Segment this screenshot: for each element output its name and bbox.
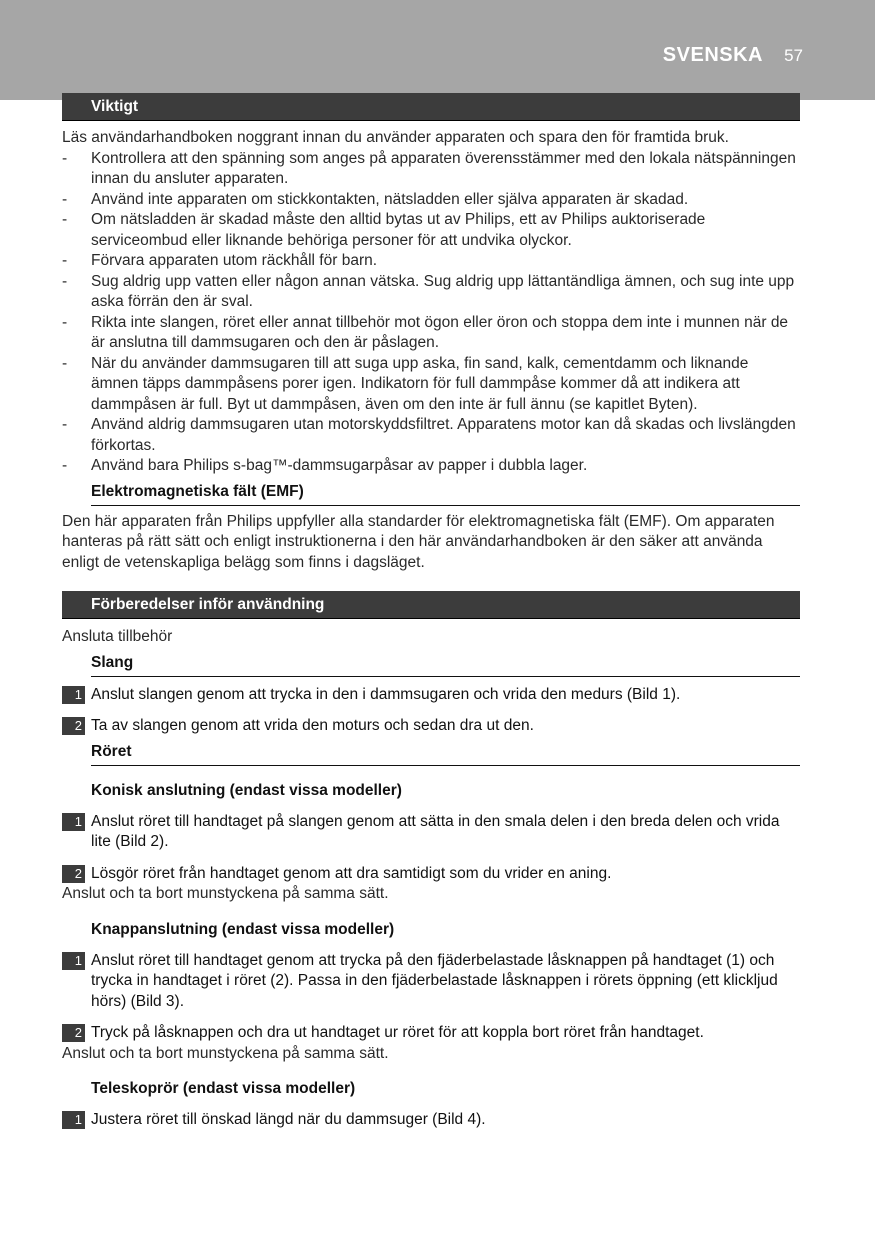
step-number: 2 — [62, 1024, 85, 1042]
list-item: - Använd bara Philips s-bag™-dammsugarpåsar av papper i dubbla lager. — [62, 457, 588, 474]
step-item: 2 Lösgör röret från handtaget genom att dra samtidigt som du vrider en aning. — [62, 864, 800, 885]
list-item: - När du använder dammsugaren till att suga upp aska, fin sand, kalk, cementdamm och liknande ämnen täpps dammpåsens porer igen. Indikatorn för full dammpåse kommer då att indikera att dammpåsen är full. Byt ut dammpåsen, även om den inte är full ännu (se kapitlet Byten). — [62, 354, 749, 413]
slang-heading: Slang — [91, 654, 800, 677]
list-item: - Använd inte apparaten om stickkontakten, nätsladden eller själva apparaten är skadad. — [62, 190, 689, 208]
step-item: 1 Anslut röret till handtaget genom att trycka på den fjäderbelastade låsknappen på handtaget (1) och trycka in handtaget i röret (2). Passa in den fjäderbelastade låsknappen i rörets öppning (ett klickljud hörs) (Bild 3). — [62, 951, 800, 1013]
list-item: - Rikta inte slangen, röret eller annat tillbehör mot ögon eller öron och stoppa dem inte i munnen när de är anslutna till dammsugaren och den är påslagen. — [62, 313, 789, 351]
step-item: 2 Ta av slangen genom att vrida den moturs och sedan dra ut den. — [62, 716, 800, 737]
section-header-viktigt: Viktigt — [62, 93, 800, 121]
knapp-heading: Knappanslutning (endast vissa modeller) — [91, 920, 395, 938]
step-number: 1 — [62, 1111, 85, 1129]
emf-heading: Elektromagnetiska fält (EMF) — [91, 483, 800, 506]
roret-heading: Röret — [91, 743, 800, 766]
list-item: - Om nätsladden är skadad måste den alltid bytas ut av Philips, ett av Philips auktoriserade serviceombud eller liknande behöriga personer för att undvika olyckor. — [62, 211, 706, 249]
step-number: 2 — [62, 717, 85, 735]
language-label: SVENSKA — [662, 44, 763, 66]
step-number: 2 — [62, 865, 85, 883]
step-number: 1 — [62, 686, 85, 704]
knapp-note: Anslut och ta bort munstyckena på samma sätt. — [62, 1044, 389, 1062]
list-item: - Kontrollera att den spänning som anges på apparaten överensstämmer med den lokala nätspänningen innan du ansluter apparaten. — [62, 149, 796, 187]
emf-text: Den här apparaten från Philips uppfyller alla standarder för elektromagnetiska fält (EMF). Om apparaten hanteras på rätt sätt och enligt instruktionerna i den här användarhandboken är den säker att använda enligt de vetenskapliga belägg som finns i dagsläget. — [62, 512, 775, 571]
list-item: - Förvara apparaten utom räckhåll för barn. — [62, 252, 378, 269]
section-header-prep: Förberedelser inför användning — [62, 591, 800, 619]
list-item: - Använd aldrig dammsugaren utan motorskyddsfiltret. Apparatens motor kan då skadas och livslängden förkortas. — [62, 416, 796, 454]
step-number: 1 — [62, 952, 85, 970]
step-item: 1 Justera röret till önskad längd när du dammsuger (Bild 4). — [62, 1110, 800, 1131]
viktigt-intro: Läs användarhandboken noggrant innan du använder apparaten och spara den för framtida bruk. — [62, 129, 729, 146]
header-band — [0, 0, 875, 100]
page-content — [62, 93, 800, 1131]
list-item: - Sug aldrig upp vatten eller någon annan vätska. Sug aldrig upp lättantändliga ämnen, och sug inte upp aska förrän den är sval. — [62, 272, 795, 310]
tele-heading: Teleskoprör (endast vissa modeller) — [91, 1080, 356, 1097]
prep-intro: Ansluta tillbehör — [62, 628, 173, 645]
konisk-heading: Konisk anslutning (endast vissa modeller) — [91, 781, 402, 799]
konisk-note: Anslut och ta bort munstyckena på samma sätt. — [62, 885, 389, 902]
step-item: 1 Anslut röret till handtaget på slangen genom att sätta in den smala delen i den breda delen och vrida lite (Bild 2). — [62, 812, 800, 853]
step-number: 1 — [62, 813, 85, 831]
page-number: 57 — [784, 46, 803, 65]
step-item: 1 Anslut slangen genom att trycka in den i dammsugaren och vrida den medurs (Bild 1). — [62, 685, 800, 706]
viktigt-list — [62, 149, 800, 477]
step-item: 2 Tryck på låsknappen och dra ut handtaget ur röret för att koppla bort röret från handtaget. — [62, 1023, 800, 1044]
